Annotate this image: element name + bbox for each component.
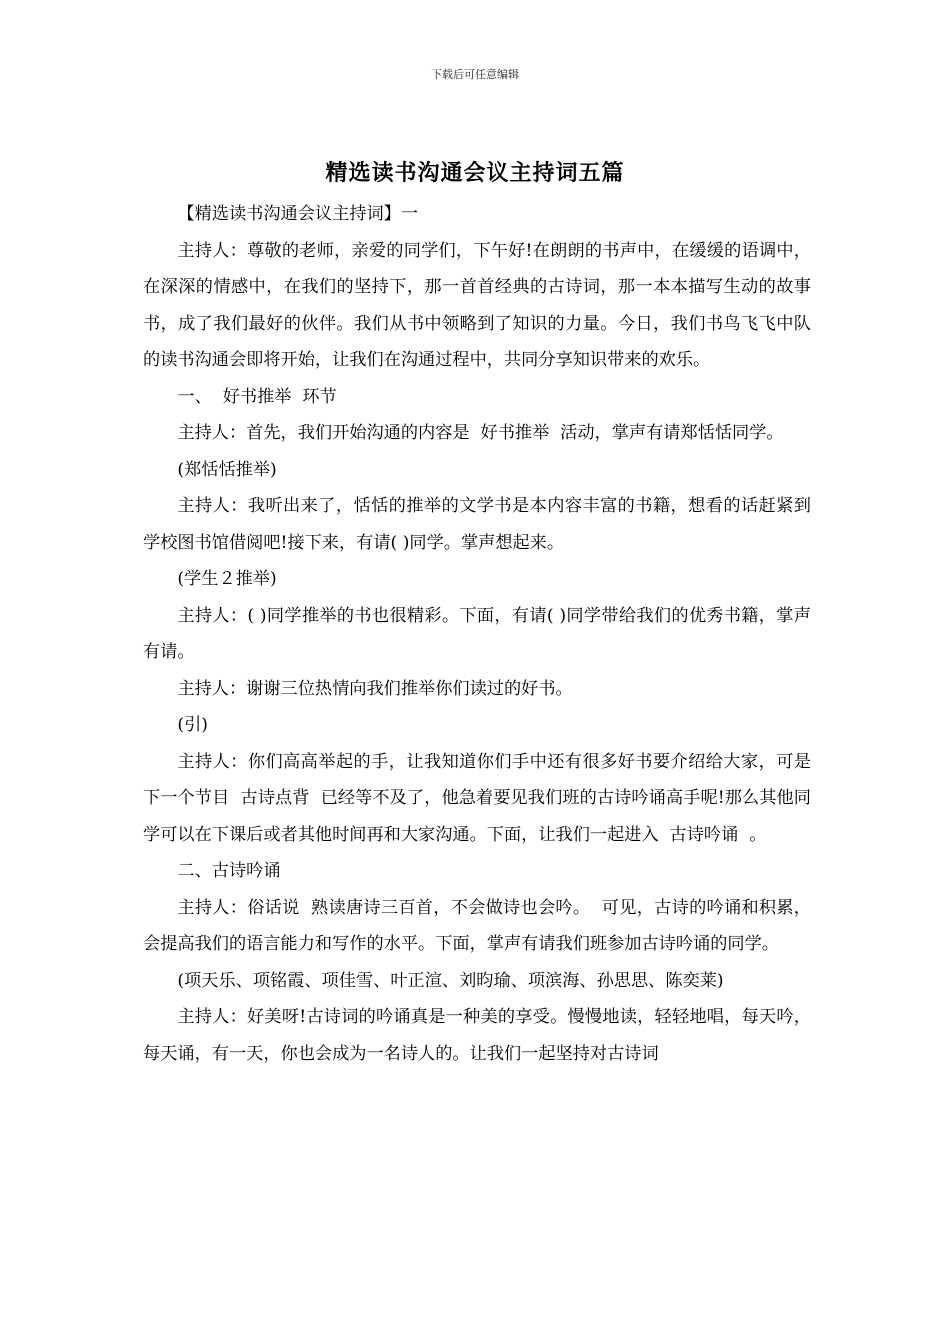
paragraph-host-intro-1: 主持人：首先，我们开始沟通的内容是 好书推举 活动，掌声有请郑恬恬同学。 [177, 423, 784, 443]
header-note: 下载后可任意编辑 [431, 68, 519, 81]
paragraph-host-comment-1: 主持人：我听出来了，恬恬的推举的文学书是本内容丰富的书籍，想看的话赶紧到学校图书馆借阅吧!接下来，有请( )同学。掌声想起来。 [143, 496, 811, 553]
document-title: 精选读书沟通会议主持词五篇 [325, 160, 625, 186]
paragraph-stage-note-2: (学生２推举) [177, 569, 277, 589]
paragraph-host-transition: 主持人：你们高高举起的手，让我知道你们手中还有很多好书要介绍给大家，可是下一个节目 古诗点背 已经等不及了，他急着要见我们班的古诗吟诵高手呢!那么其他同学可以在下课后或者其他时间再和大家沟通。下面，让我们一起进入 古诗吟诵 。 [143, 751, 811, 845]
paragraph-opening-speech: 主持人：尊敬的老师，亲爱的同学们，下午好!在朗朗的书声中，在缓缓的语调中，在深深的情感中，在我们的坚持下，那一首首经典的古诗词，那一本本描写生动的故事书，成了我们最好的伙伴。我们从书中领略到了知识的力量。今日，我们书鸟飞飞中队的读书沟通会即将开始，让我们在沟通过程中，共同分享知识带来的欢乐。 [143, 240, 811, 370]
paragraph-host-thanks: 主持人：谢谢三位热情向我们推举你们读过的好书。 [177, 678, 573, 699]
document-body [143, 196, 811, 1072]
paragraph-host-comment-2: 主持人：( )同学推举的书也很精彩。下面，有请( )同学带给我们的优秀书籍，掌声有请。 [143, 605, 811, 662]
paragraph-stage-note-3: (引) [177, 715, 208, 735]
paragraph-part-1-heading: 一、 好书推举 环节 [177, 386, 337, 407]
paragraph-stage-note-1: (郑恬恬推举) [177, 459, 277, 480]
paragraph-host-closing: 主持人：好美呀!古诗词的吟诵真是一种美的享受。慢慢地读，轻轻地唱，每天吟，每天诵，有一天，你也会成为一名诗人的。让我们一起坚持对古诗词 [143, 1007, 811, 1064]
paragraph-performers-list: (项天乐、项铭霞、项佳雪、叶正渲、刘昀瑜、项滨海、孙思思、陈奕莱) [177, 970, 724, 991]
paragraph-host-intro-2: 主持人：俗话说 熟读唐诗三百首，不会做诗也会吟。 可见，古诗的吟诵和积累，会提高我们的语言能力和写作的水平。下面，掌声有请我们班参加古诗吟诵的同学。 [143, 897, 811, 954]
paragraph-part-2-heading: 二、古诗吟诵 [177, 861, 281, 881]
paragraph-section-heading-1: 【精选读书沟通会议主持词】一 [177, 204, 419, 224]
